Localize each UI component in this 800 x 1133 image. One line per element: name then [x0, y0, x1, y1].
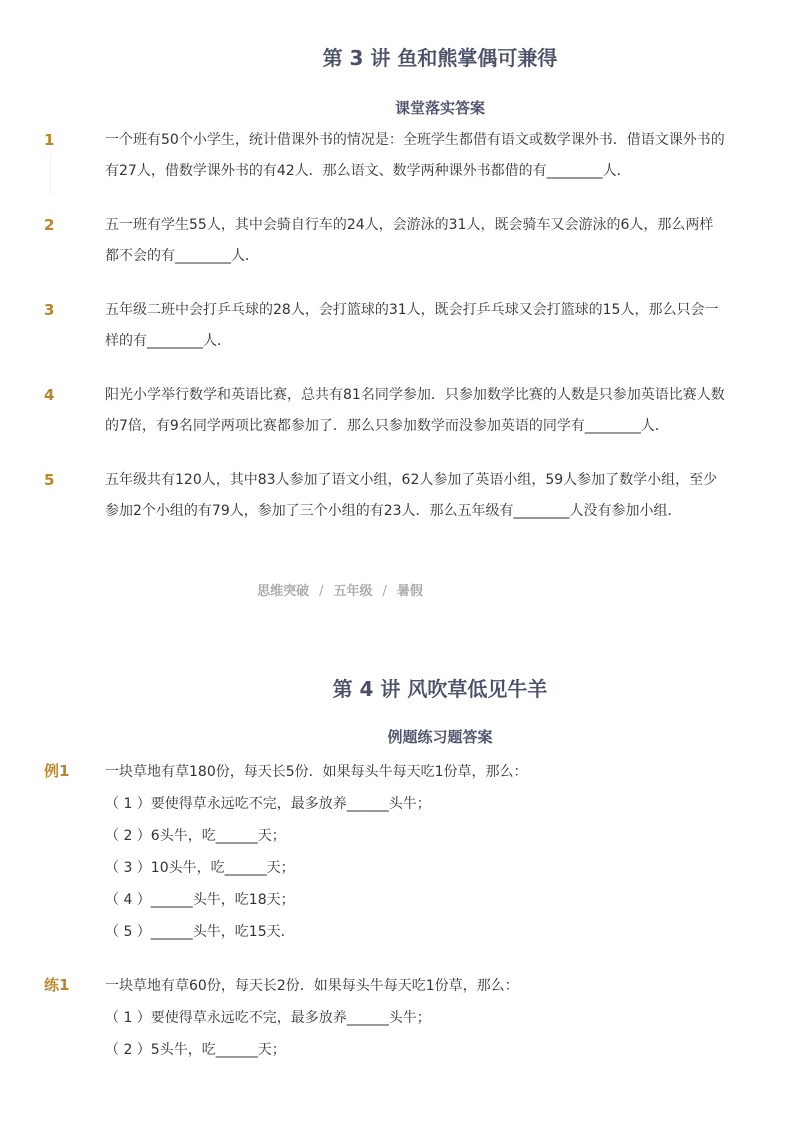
example-item: （ 4 ）______头牛，吃18天；	[105, 892, 295, 908]
question-text: 五年级二班中会打乒乓球的28人，会打篮球的31人，既会打乒乓球又会打篮球的15人，那么只会一样的有________人．	[105, 302, 719, 349]
lecture4-subtitle: 例题练习题答案	[387, 728, 493, 746]
footer-series: 思维突破	[257, 584, 310, 599]
question-number: 3	[44, 301, 55, 319]
footer-grade: 五年级	[333, 584, 373, 599]
lecture3-title: 第 3 讲 鱼和熊掌偶可兼得	[322, 46, 558, 70]
practice-item: （ 2 ）5头牛，吃______天；	[105, 1042, 286, 1058]
question-text: 一个班有50个小学生，统计借课外书的情况是：全班学生都借有语文或数学课外书．借语文课外书的有27人，借数学课外书的有42人．那么语文、数学两种课外书都借的有________人．	[105, 132, 725, 179]
example-item: （ 1 ）要使得草永远吃不完，最多放养______头牛；	[105, 796, 431, 812]
example-item: （ 2 ）6头牛，吃______天；	[105, 828, 286, 844]
footer-separator: /	[319, 584, 324, 599]
lecture3-subtitle: 课堂落实答案	[394, 99, 485, 117]
question-text: 五年级共有120人，其中83人参加了语文小组，62人参加了英语小组，59人参加了数学小组，至少参加2个小组的有79人，参加了三个小组的有23人．那么五年级有________人没有参加小组．	[105, 472, 718, 519]
question-text: 五一班有学生55人，其中会骑自行车的24人，会游泳的31人，既会骑车又会游泳的6人，那么两样都不会的有________人．	[105, 217, 714, 264]
lecture4-title: 第 4 讲 风吹草低见牛羊	[332, 677, 548, 701]
practice-label: 练1	[44, 976, 70, 994]
practice-item: （ 1 ）要使得草永远吃不完，最多放养______头牛；	[105, 1010, 431, 1026]
footer-separator: /	[382, 584, 387, 599]
example-text: 一块草地有草180份，每天长5份．如果每头牛每天吃1份草，那么：	[105, 764, 528, 780]
question-number: 1	[44, 131, 55, 149]
question-number: 4	[44, 386, 55, 404]
example-item: （ 3 ）10头牛，吃______天；	[105, 860, 295, 876]
example-label: 例1	[44, 762, 70, 780]
question-number: 2	[44, 216, 55, 234]
question-number: 5	[44, 471, 55, 489]
example-item: （ 5 ）______头牛，吃15天．	[105, 924, 295, 940]
divider	[50, 155, 51, 195]
question-text: 阳光小学举行数学和英语比赛，总共有81名同学参加．只参加数学比赛的人数是只参加英语比赛人数的7倍，有9名同学两项比赛都参加了．那么只参加数学而没参加英语的同学有________人．	[105, 387, 725, 434]
practice-text: 一块草地有草60份，每天长2份．如果每头牛每天吃1份草，那么：	[105, 978, 519, 994]
page-footer	[0, 580, 800, 599]
footer-term: 暑假	[396, 584, 423, 599]
